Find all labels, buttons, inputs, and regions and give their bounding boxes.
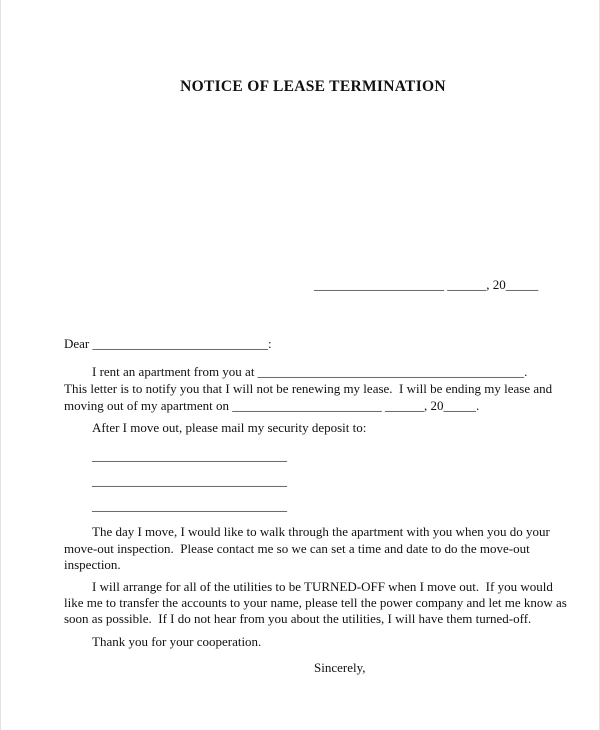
paragraph-line: inspection. (64, 557, 121, 572)
date-line: ____________________ ______, 20_____ (314, 277, 539, 292)
address-line: ______________________________ (92, 498, 287, 513)
paragraph-line: I will arrange for all of the utilities to be TURNED-OFF when I move out. If you would (92, 579, 553, 594)
paragraph-line: This letter is to notify you that I will not be renewing my lease. I will be ending my lease and (64, 381, 553, 396)
paragraph-line: soon as possible. If I do not hear from you about the utilities, I will have them turned-off. (64, 611, 532, 626)
address-line: ______________________________ (92, 448, 287, 463)
thank-you-line: Thank you for your cooperation. (92, 634, 262, 649)
document-title: NOTICE OF LEASE TERMINATION (180, 78, 446, 95)
paragraph-line: moving out of my apartment on _______________________ ______, 20_____. (64, 398, 480, 413)
paragraph-line: move-out inspection. Please contact me so we can set a time and date to do the move-out (64, 541, 530, 556)
closing: Sincerely, (314, 660, 366, 675)
security-deposit-request: After I move out, please mail my security deposit to: (92, 420, 367, 435)
salutation: Dear ___________________________: (64, 336, 272, 351)
paragraph-line: The day I move, I would like to walk through the apartment with you when you do your (92, 524, 550, 539)
paragraph-line: I rent an apartment from you at _________________________________________. (92, 364, 528, 379)
paragraph-line: like me to transfer the accounts to your name, please tell the power company and let me know as (64, 595, 567, 610)
address-line: ______________________________ (92, 473, 287, 488)
